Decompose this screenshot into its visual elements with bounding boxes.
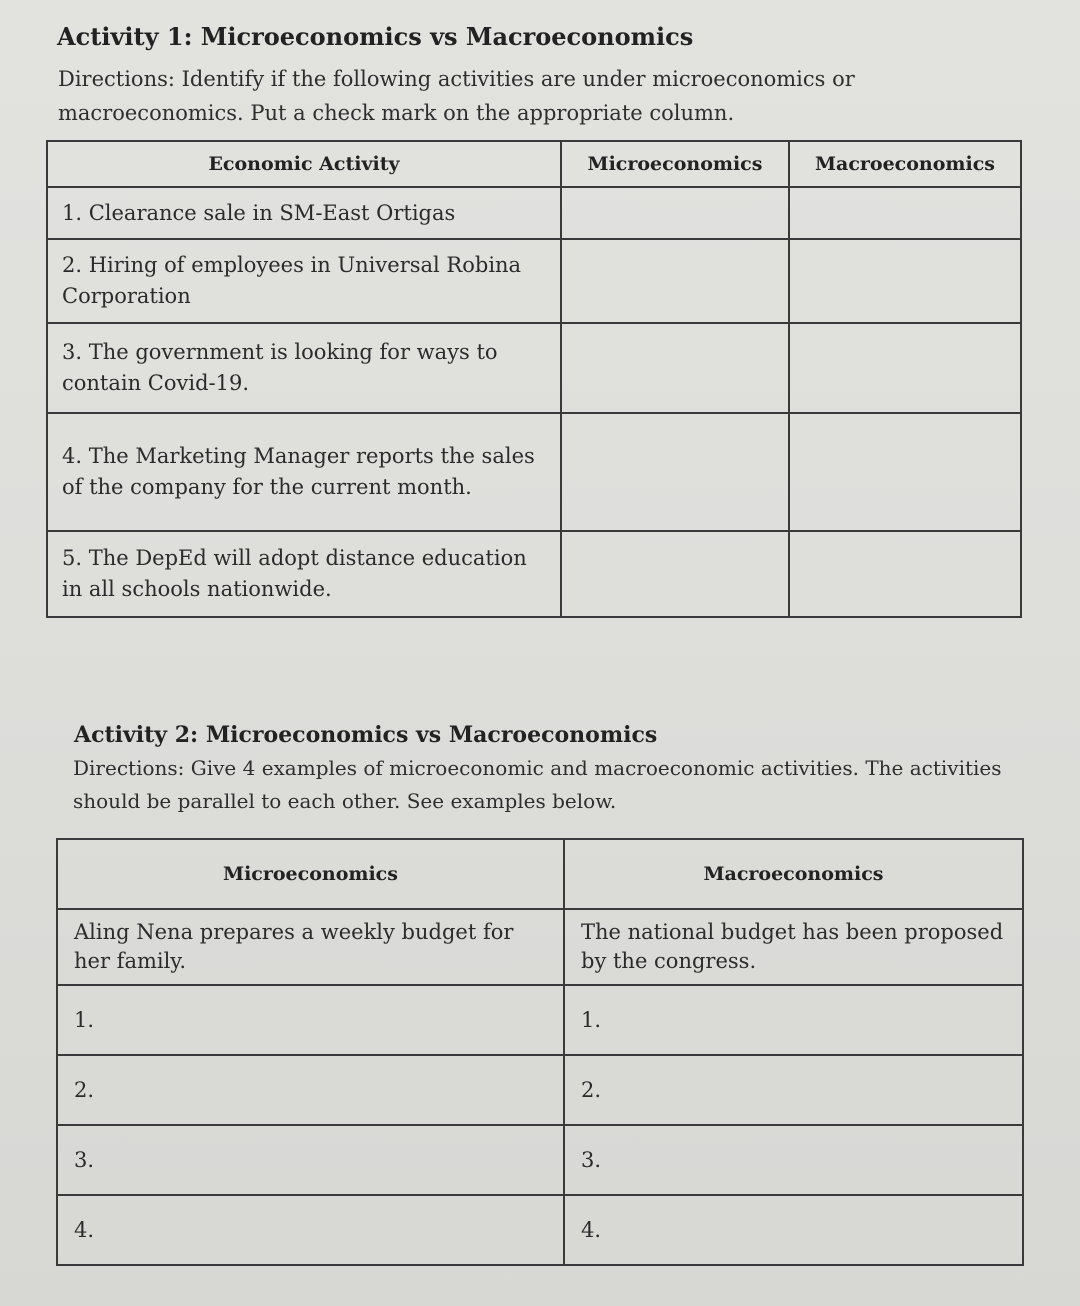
- micro-example-cell: Aling Nena prepares a weekly budget for her family.: [57, 909, 564, 985]
- table-row: [57, 985, 1023, 1055]
- macro-answer-cell[interactable]: 1.: [564, 985, 1023, 1055]
- table-row: [57, 1125, 1023, 1195]
- micro-answer-cell[interactable]: 2.: [57, 1055, 564, 1125]
- macro-check-cell[interactable]: [789, 531, 1021, 617]
- micro-check-cell[interactable]: [561, 531, 789, 617]
- table-row: [47, 187, 1021, 239]
- example-row: [57, 909, 1023, 985]
- table-row: [47, 531, 1021, 617]
- activity-1-title: Activity 1: Microeconomics vs Macroeconomics: [57, 22, 694, 51]
- activity-cell: 5. The DepEd will adopt distance education in all schools nationwide.: [47, 531, 561, 617]
- macro-answer-cell[interactable]: 2.: [564, 1055, 1023, 1125]
- micro-check-cell[interactable]: [561, 239, 789, 323]
- macro-check-cell[interactable]: [789, 187, 1021, 239]
- header-macroeconomics: Macroeconomics: [789, 141, 1021, 187]
- activity-1-table: [46, 140, 1022, 618]
- activity-cell: 3. The government is looking for ways to contain Covid-19.: [47, 323, 561, 413]
- table-row: [47, 413, 1021, 531]
- activity-2-title: Activity 2: Microeconomics vs Macroeconomics: [74, 722, 658, 748]
- activity-1-header-row: [47, 141, 1021, 187]
- micro-answer-cell[interactable]: 1.: [57, 985, 564, 1055]
- micro-answer-cell[interactable]: 3.: [57, 1125, 564, 1195]
- activity-cell: 2. Hiring of employees in Universal Robina Corporation: [47, 239, 561, 323]
- activity-2-header-row: [57, 839, 1023, 909]
- header-economic-activity: Economic Activity: [47, 141, 561, 187]
- macro-check-cell[interactable]: [789, 323, 1021, 413]
- header-microeconomics: Microeconomics: [57, 839, 564, 909]
- activity-cell: 1. Clearance sale in SM-East Ortigas: [47, 187, 561, 239]
- micro-check-cell[interactable]: [561, 413, 789, 531]
- macro-example-cell: The national budget has been proposed by the congress.: [564, 909, 1023, 985]
- header-macroeconomics: Macroeconomics: [564, 839, 1023, 909]
- table-row: [57, 1195, 1023, 1265]
- activity-2-table: [56, 838, 1024, 1266]
- activity-cell: 4. The Marketing Manager reports the sales of the company for the current month.: [47, 413, 561, 531]
- micro-answer-cell[interactable]: 4.: [57, 1195, 564, 1265]
- macro-answer-cell[interactable]: 4.: [564, 1195, 1023, 1265]
- table-row: [47, 239, 1021, 323]
- macro-check-cell[interactable]: [789, 239, 1021, 323]
- macro-check-cell[interactable]: [789, 413, 1021, 531]
- micro-check-cell[interactable]: [561, 323, 789, 413]
- activity-2-directions: Directions: Give 4 examples of microeconomic and macroeconomic activities. The activities should be parallel to each other. See examples below.: [73, 756, 1002, 813]
- micro-check-cell[interactable]: [561, 187, 789, 239]
- macro-answer-cell[interactable]: 3.: [564, 1125, 1023, 1195]
- table-row: [57, 1055, 1023, 1125]
- header-microeconomics: Microeconomics: [561, 141, 789, 187]
- activity-1-directions: Directions: Identify if the following activities are under microeconomics or macroeconomics. Put a check mark on the appropriate column.: [58, 67, 855, 125]
- table-row: [47, 323, 1021, 413]
